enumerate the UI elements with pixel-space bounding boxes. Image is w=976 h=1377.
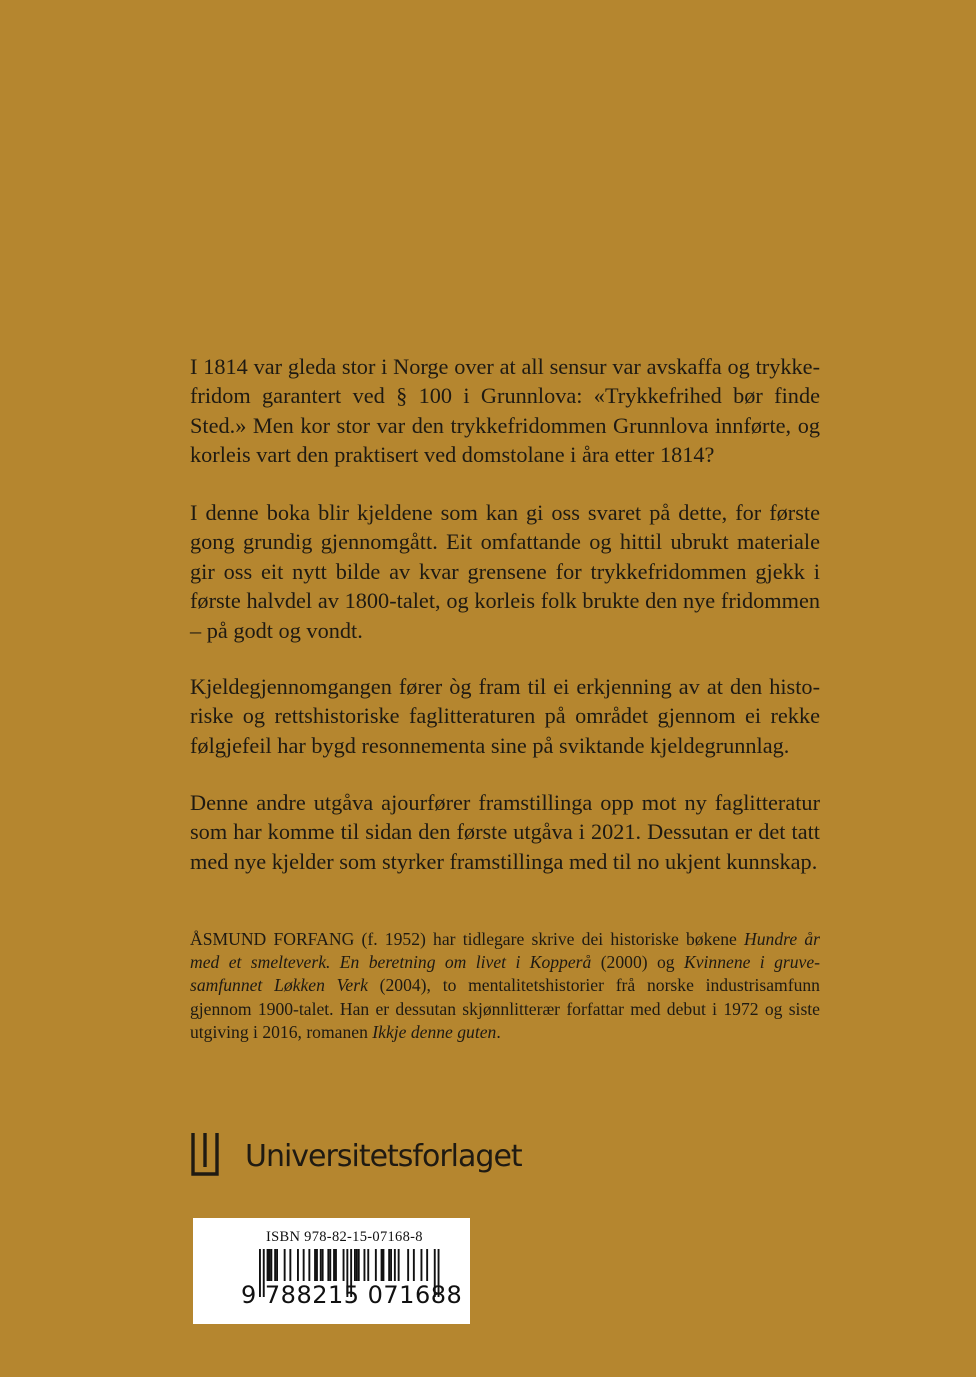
barcode-bar [407, 1249, 409, 1281]
publisher-logo [191, 1133, 522, 1179]
universitetsforlaget-u-logo-icon [191, 1133, 219, 1179]
barcode-bar [267, 1249, 269, 1281]
barcode-bar [316, 1249, 318, 1281]
barcode-bar [276, 1249, 278, 1281]
barcode-bar [381, 1249, 383, 1281]
barcode-bar [320, 1249, 322, 1281]
book-title-hundre-aar: Hundre år med et smelteverk. En beretning om livet i Kopperå [190, 929, 820, 973]
barcode-bar [270, 1249, 272, 1281]
barcode-bar [356, 1249, 358, 1281]
barcode-bar [274, 1249, 276, 1281]
blurb-paragraph-3: Kjeldegjennomgangen fører òg fram til ei erkjenning av at den historiske og rettshistoriske faglitteraturen på området gjennom ei rekke følgjefeil har bygd resonnementa sine på sviktande kjeldegrunnlag. [190, 674, 820, 758]
barcode-bar [358, 1249, 360, 1281]
barcode-bar [269, 1249, 271, 1281]
barcode-bar [333, 1249, 335, 1281]
barcode-bar [297, 1249, 299, 1281]
barcode-bar [354, 1249, 356, 1281]
book-title-ikkje-denne-guten: Ikkje denne guten [372, 1021, 497, 1042]
barcode-bar [421, 1249, 423, 1281]
barcode-bar [327, 1249, 329, 1281]
barcode-bar [343, 1249, 345, 1281]
barcode-bar [364, 1249, 366, 1281]
author-bio-text: . [496, 1021, 501, 1042]
author-bio [190, 928, 820, 1044]
barcode-bar [303, 1249, 305, 1281]
author-bio-text: (2000) og [591, 952, 684, 973]
barcode-bar [413, 1249, 415, 1281]
barcode-bar [367, 1249, 369, 1281]
barcode-bar [398, 1249, 400, 1281]
blurb-paragraph-1: I 1814 var gleda stor i Norge over at all sensur var avskaffa og trykkefridom garantert ved § 100 i Grunnlova: «Trykkefrihed bør finde Sted.» Men kor stor var den trykkefridommen Grunnlova innførte, og korleis vart den praktisert ved domstolane i åra etter 1814? [190, 354, 820, 468]
barcode-bar [394, 1249, 396, 1281]
barcode-bar [308, 1249, 310, 1281]
book-title-kvinnene: Kvinnene i gruvesamfunnet Løkken Verk [190, 952, 821, 996]
publisher-name: Universitetsforlaget [245, 1138, 522, 1174]
isbn-label: ISBN 978-82-15-07168-8 [266, 1229, 423, 1245]
barcode-bar [426, 1249, 428, 1281]
author-bio-text: ÅSMUND FORFANG (f. 1952) har tidlegare skrive dei historiske bøkene [190, 929, 745, 949]
barcode-bar [383, 1249, 385, 1281]
blurb-paragraph-4: Denne andre utgåva ajourfører framstillinga opp mot ny faglitteratur som har komme til sidan den første utgåva i 2021. Dessutan er det tatt med nye kjelder som styrker framstillinga med til no ukjent kunnskap. [190, 790, 820, 874]
author-bio-text: (2004), to mentalitetshistorier frå norske industrisamfunn gjennom 1900-talet. Han er dessutan skjønnlitterær forfattar med debut i 1972 og siste utgiving i 2016, romanen [190, 975, 820, 1042]
barcode-bar [390, 1249, 392, 1281]
barcode-bar [284, 1249, 286, 1281]
barcode-bar [375, 1249, 377, 1281]
barcode-bar [329, 1249, 331, 1281]
barcode-bar [388, 1249, 390, 1281]
isbn-barcode [193, 1218, 470, 1324]
barcode-bar [335, 1249, 337, 1281]
barcode-bar [314, 1249, 316, 1281]
barcode-bar [322, 1249, 324, 1281]
barcode-digits: 9 788215 071688 [241, 1281, 463, 1309]
blurb-paragraph-2: I denne boka blir kjeldene som kan gi oss svaret på dette, for første gong grundig gjennomgått. Eit omfattande og hittil ubrukt materiale gir oss eit nytt bilde av kvar grensene for trykkefridommen gjekk i første halvdel av 1800-talet, og korleis folk brukte den nye fridommen – på godt og vondt. [190, 500, 820, 643]
barcode-bar [289, 1249, 291, 1281]
